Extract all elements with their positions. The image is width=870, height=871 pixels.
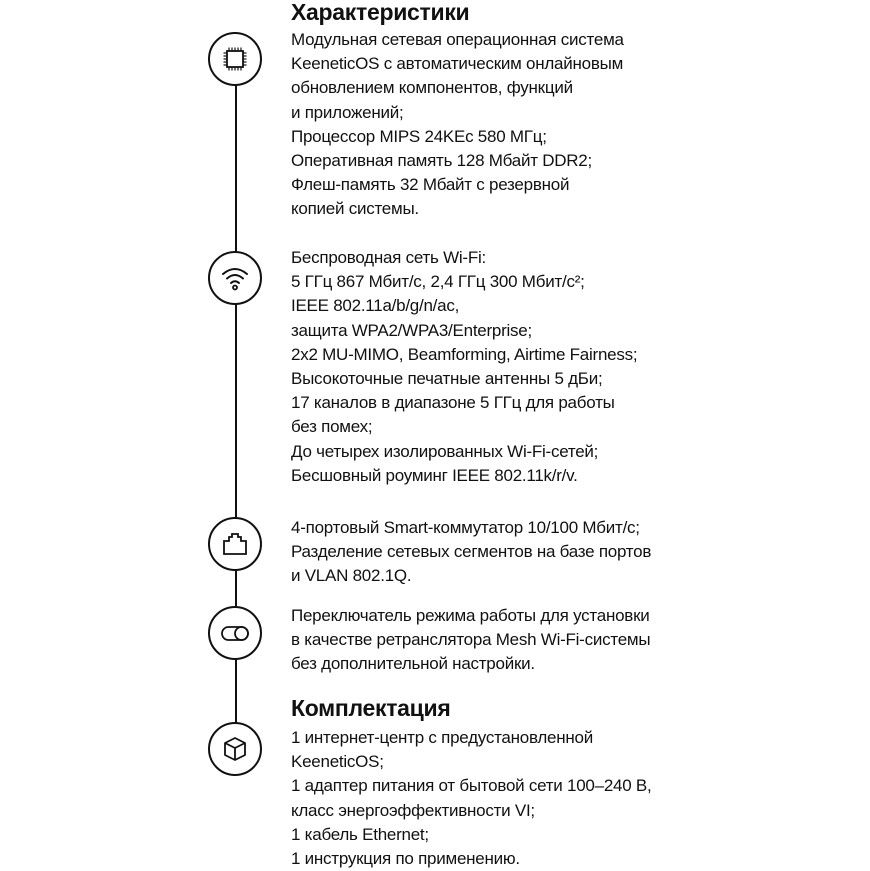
spec-line: и приложений; <box>291 102 404 122</box>
wifi-specs-block <box>291 246 637 488</box>
spec-line: Беспроводная сеть Wi-Fi: <box>291 248 486 267</box>
spec-line: Бесшовный роуминг IEEE 802.11k/r/v. <box>291 465 578 485</box>
spec-line: копией системы. <box>291 199 419 219</box>
spec-line: Процессор MIPS 24KEc 580 МГц; <box>291 126 547 146</box>
package-item: 1 интернет-центр с предустановленной <box>291 728 593 747</box>
processor-chip-icon <box>220 44 250 74</box>
processor-icon-circle <box>208 32 262 86</box>
spec-line: без дополнительной настройки. <box>291 654 535 674</box>
spec-line: без помех; <box>291 417 373 437</box>
spec-line: Разделение сетевых сегментов на базе портов <box>291 542 652 562</box>
package-heading: Комплектация <box>291 695 451 721</box>
spec-line: защита WPA2/WPA3/Enterprise; <box>291 320 532 340</box>
package-item: 1 кабель Ethernet; <box>291 824 429 844</box>
spec-line: Переключатель режима работы для установки <box>291 606 650 625</box>
package-icon-circle <box>208 722 262 776</box>
specs-heading: Характеристики <box>291 0 470 25</box>
package-item: KeeneticOS; <box>291 752 384 772</box>
switch-specs-block <box>291 516 651 589</box>
spec-line: 5 ГГц 867 Мбит/с, 2,4 ГГц 300 Мбит/с²; <box>291 272 585 292</box>
ethernet-port-icon <box>220 529 250 559</box>
package-item: 1 адаптер питания от бытовой сети 100–240 В, <box>291 776 652 796</box>
spec-line: Оперативная память 128 Мбайт DDR2; <box>291 150 592 170</box>
package-item: 1 инструкция по применению. <box>291 848 520 868</box>
mode-specs-block <box>291 604 650 677</box>
wifi-icon <box>220 263 250 293</box>
spec-line: Высокоточные печатные антенны 5 дБи; <box>291 368 603 388</box>
package-contents-block <box>291 726 651 871</box>
spec-line: 2x2 MU-MIMO, Beamforming, Airtime Fairness; <box>291 344 638 364</box>
spec-line: Флеш-память 32 Мбайт с резервной <box>291 175 570 195</box>
spec-line: 4-портовый Smart-коммутатор 10/100 Мбит/с; <box>291 518 640 537</box>
spec-line: IEEE 802.11a/b/g/n/ac, <box>291 296 460 316</box>
box-cube-icon <box>220 734 250 764</box>
spec-line: в качестве ретранслятора Mesh Wi-Fi-системы <box>291 630 651 650</box>
spec-line: и VLAN 802.1Q. <box>291 566 412 586</box>
spec-line: 17 каналов в диапазоне 5 ГГц для работы <box>291 393 615 413</box>
os-specs-block <box>291 28 624 222</box>
spec-line: KeeneticOS с автоматическим онлайновым <box>291 54 624 74</box>
spec-line: До четырех изолированных Wi-Fi-сетей; <box>291 441 599 461</box>
toggle-icon-circle <box>208 606 262 660</box>
ethernet-icon-circle <box>208 517 262 571</box>
toggle-switch-icon <box>220 618 250 648</box>
wifi-icon-circle <box>208 251 262 305</box>
package-item: класс энергоэффективности VI; <box>291 800 535 820</box>
spec-line: обновлением компонентов, функций <box>291 78 573 98</box>
spec-line: Модульная сетевая операционная система <box>291 30 624 49</box>
